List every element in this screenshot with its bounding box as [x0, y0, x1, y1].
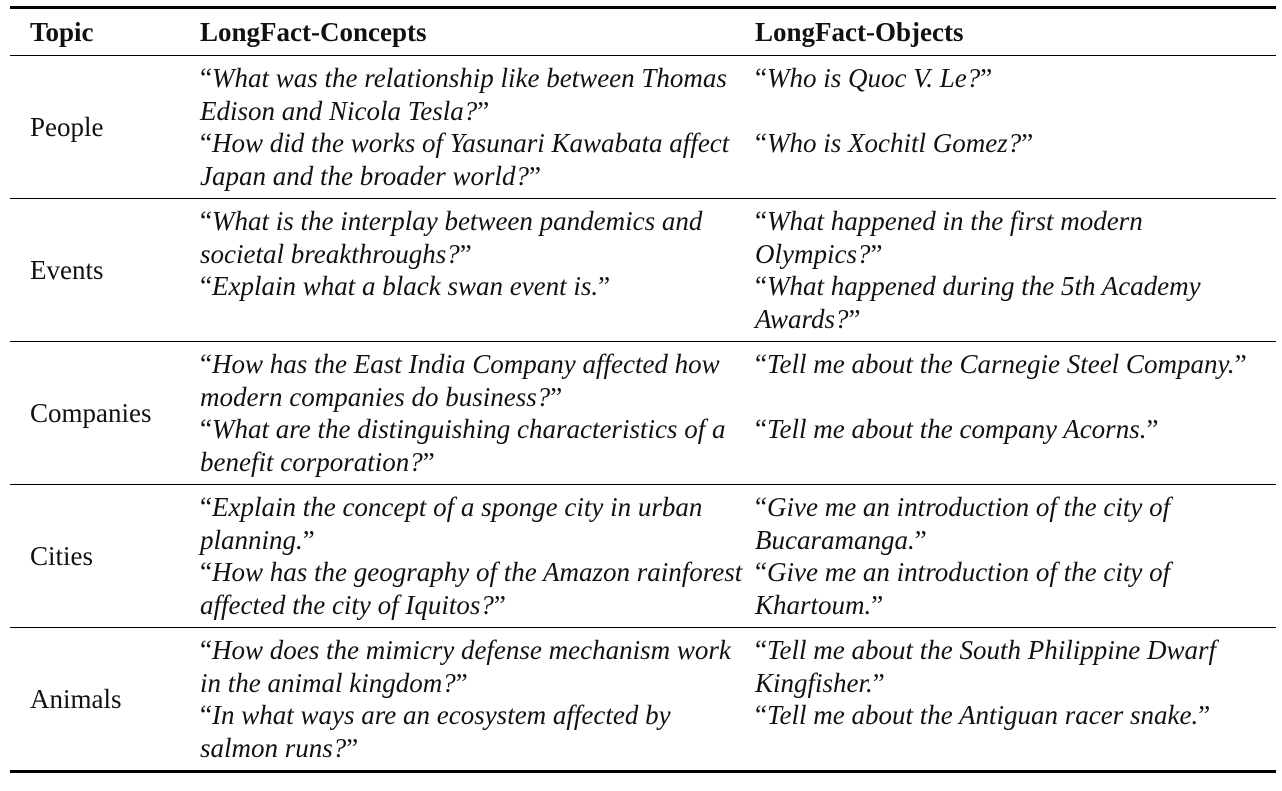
header-topic: Topic: [10, 8, 200, 56]
longfact-examples-table: [10, 6, 1276, 773]
objects-cell: [755, 342, 1276, 485]
table-row-events: [10, 199, 1276, 342]
header-row: [10, 8, 1276, 56]
concept-prompt: “What was the relationship like between Thomas Edison and Nicola Tesla?”: [200, 63, 727, 126]
concepts-cell: [200, 342, 755, 485]
topic-cell: People: [30, 111, 104, 142]
concept-prompt: “How did the works of Yasunari Kawabata affect Japan and the broader world?”: [200, 128, 730, 191]
object-prompt: “What happened during the 5th Academy Awards?”: [755, 271, 1201, 334]
concepts-cell: [200, 199, 755, 342]
object-prompt: “Tell me about the Antiguan racer snake.”: [755, 700, 1211, 730]
topic-cell: Events: [10, 199, 200, 342]
concept-prompt: “How has the East India Company affected how modern companies do business?”: [200, 349, 720, 412]
topic-cell: Animals: [10, 628, 200, 772]
table-row-companies: [10, 342, 1276, 485]
concept-prompt: “What are the distinguishing characteristics of a benefit corporation?”: [200, 414, 726, 477]
object-prompt: “Tell me about the South Philippine Dwarf Kingfisher.”: [755, 635, 1216, 698]
header-longfact-objects: LongFact-Objects: [755, 8, 1276, 56]
objects-cell: [755, 628, 1276, 772]
concept-prompt: “How does the mimicry defense mechanism work in the animal kingdom?”: [200, 635, 731, 698]
table-row-people: [10, 56, 1276, 199]
concept-prompt: “Explain the concept of a sponge city in urban planning.”: [200, 492, 703, 555]
objects-cell: [755, 56, 1276, 199]
table-row-cities: [10, 485, 1276, 628]
object-prompt: “Give me an introduction of the city of Bucaramanga.”: [755, 492, 1171, 555]
topic-cell: Cities: [10, 485, 200, 628]
object-prompt: “Who is Quoc V. Le?”: [755, 63, 993, 93]
concepts-cell: [200, 56, 755, 199]
concepts-cell: [200, 485, 755, 628]
header-longfact-concepts: LongFact-Concepts: [200, 8, 755, 56]
concept-prompt: “Explain what a black swan event is.”: [200, 271, 611, 301]
object-prompt: “What happened in the first modern Olympics?”: [755, 206, 1143, 269]
concept-prompt: “How has the geography of the Amazon rainforest affected the city of Iquitos?”: [200, 557, 743, 620]
concept-prompt: “What is the interplay between pandemics and societal breakthroughs?”: [200, 206, 703, 269]
table-header: [10, 8, 1276, 56]
concept-prompt: “In what ways are an ecosystem affected by salmon runs?”: [200, 700, 671, 763]
concepts-cell: [200, 628, 755, 772]
table-row-animals: [10, 628, 1276, 772]
object-prompt: “Tell me about the company Acorns.”: [755, 414, 1159, 444]
topic-cell: Companies: [10, 342, 200, 485]
objects-cell: [755, 199, 1276, 342]
objects-cell: [755, 485, 1276, 628]
object-prompt: “Who is Xochitl Gomez?”: [755, 128, 1034, 158]
table-body: [10, 56, 1276, 772]
object-prompt: “Tell me about the Carnegie Steel Company.”: [755, 349, 1247, 379]
object-prompt: “Give me an introduction of the city of Khartoum.”: [755, 557, 1171, 620]
